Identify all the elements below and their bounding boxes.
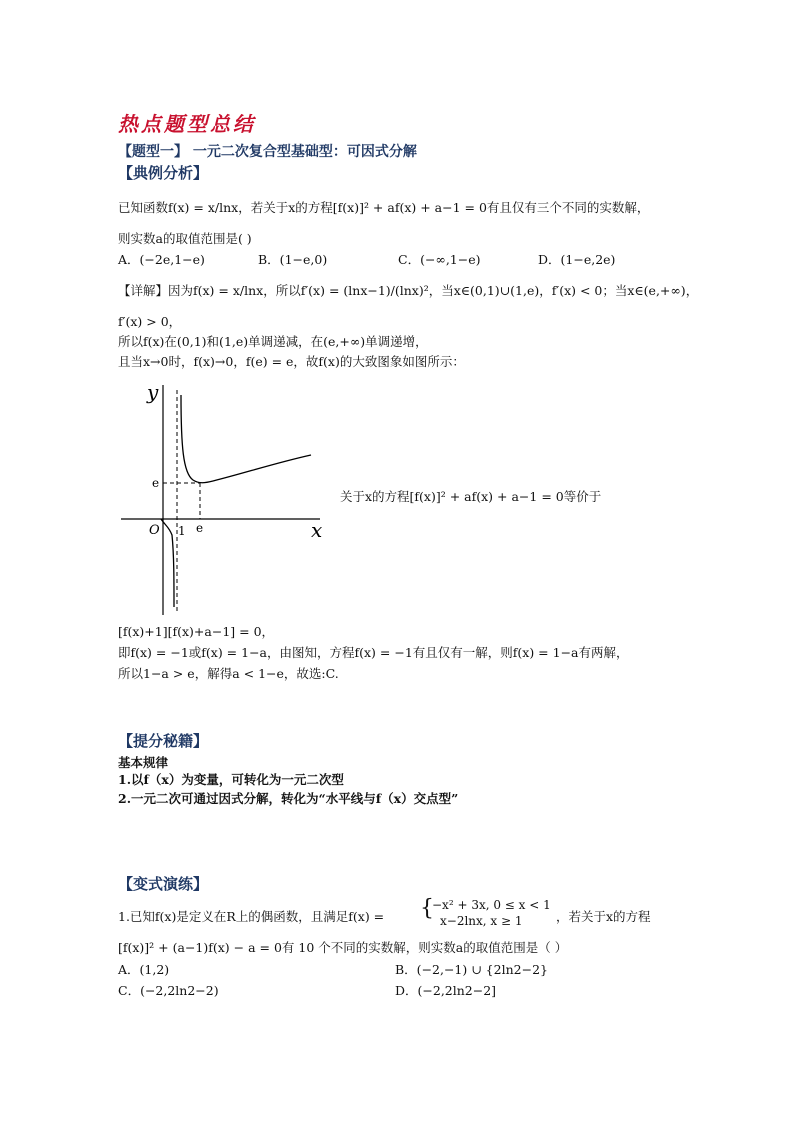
tips-heading: 【提分秘籍】	[118, 732, 209, 750]
tips-subheading: 基本规律	[118, 755, 169, 770]
one-tick-label: 1	[178, 524, 186, 538]
solution-line-6: 即f(x) = −1或f(x) = 1−a，由图知，方程f(x) = −1有且仅有一解，则f(x) = 1−a有两解，	[118, 645, 629, 660]
option-d: D．(1−e,2e)	[538, 252, 616, 267]
option-c: C．(−∞,1−e)	[398, 252, 481, 267]
option-b: B．(1−e,0)	[258, 252, 328, 267]
solution-line-7: 所以1−a > e，解得a < 1−e，故选:C.	[118, 666, 339, 681]
solution-line-2: f′(x) > 0，	[118, 314, 182, 329]
option-a: A．(−2e,1−e)	[118, 252, 205, 267]
side-text: 关于x的方程[f(x)]² + af(x) + a−1 = 0等价于	[340, 489, 602, 504]
q1-option-a: A．(1,2)	[118, 962, 170, 977]
x-axis-label: x	[311, 518, 323, 542]
piecewise-case-2: x−2lnx, x ≥ 1	[440, 914, 523, 928]
tips-item-1: 1.以f（x）为变量，可转化为一元二次型	[118, 772, 344, 787]
q1-line-1a: 1.已知f(x)是定义在R上的偶函数，且满足f(x) =	[118, 909, 385, 924]
tips-item-2: 2.一元二次可通过因式分解，转化为“水平线与f（x）交点型”	[118, 791, 459, 806]
practice-heading: 【变式演练】	[118, 875, 209, 893]
piecewise-case-1: −x² + 3x, 0 ≤ x < 1	[432, 898, 551, 912]
solution-line-1: 【详解】因为f(x) = x/lnx，所以f′(x) = (lnx−1)/(lnx)²，当x∈(0,1)∪(1,e)，f′(x) < 0；当x∈(e,+∞)，	[118, 283, 699, 298]
solution-line-4: 且当x→0时，f(x)→0，f(e) = e，故f(x)的大致图象如图所示：	[118, 354, 465, 369]
problem-line-1: 已知函数f(x) = x/lnx，若关于x的方程[f(x)]² + af(x) + a−1 = 0有且仅有三个不同的实数解，	[118, 200, 650, 215]
e-x-tick-label: e	[196, 521, 204, 535]
function-graph	[115, 375, 335, 620]
problem-line-2: 则实数a的取值范围是( )	[118, 231, 252, 246]
piecewise-brace: {	[420, 896, 434, 921]
y-axis-label: y	[147, 380, 159, 404]
right-branch-curve	[181, 395, 311, 483]
solution-line-3: 所以f(x)在(0,1)和(1,e)单调递减，在(e,+∞)单调递增，	[118, 334, 428, 349]
q1-option-d: D．(−2,2ln2−2]	[395, 983, 497, 998]
q1-line-1b: ，若关于x的方程	[556, 909, 651, 924]
q1-option-b: B．(−2,−1) ∪ {2ln2−2}	[395, 962, 548, 977]
e-y-tick-label: e	[152, 476, 160, 490]
topic-heading: 【题型一】 一元二次复合型基础型：可因式分解	[118, 144, 417, 160]
solution-line-5: [f(x)+1][f(x)+a−1] = 0，	[118, 624, 275, 639]
example-heading: 【典例分析】	[118, 164, 209, 182]
page-title: 热点题型总结	[118, 112, 256, 136]
q1-option-c: C．(−2,2ln2−2)	[118, 983, 219, 998]
q1-line-2: [f(x)]² + (a−1)f(x) − a = 0有 10 个不同的实数解，则实数a的取值范围是（ ）	[118, 940, 568, 955]
origin-label: O	[149, 523, 160, 538]
